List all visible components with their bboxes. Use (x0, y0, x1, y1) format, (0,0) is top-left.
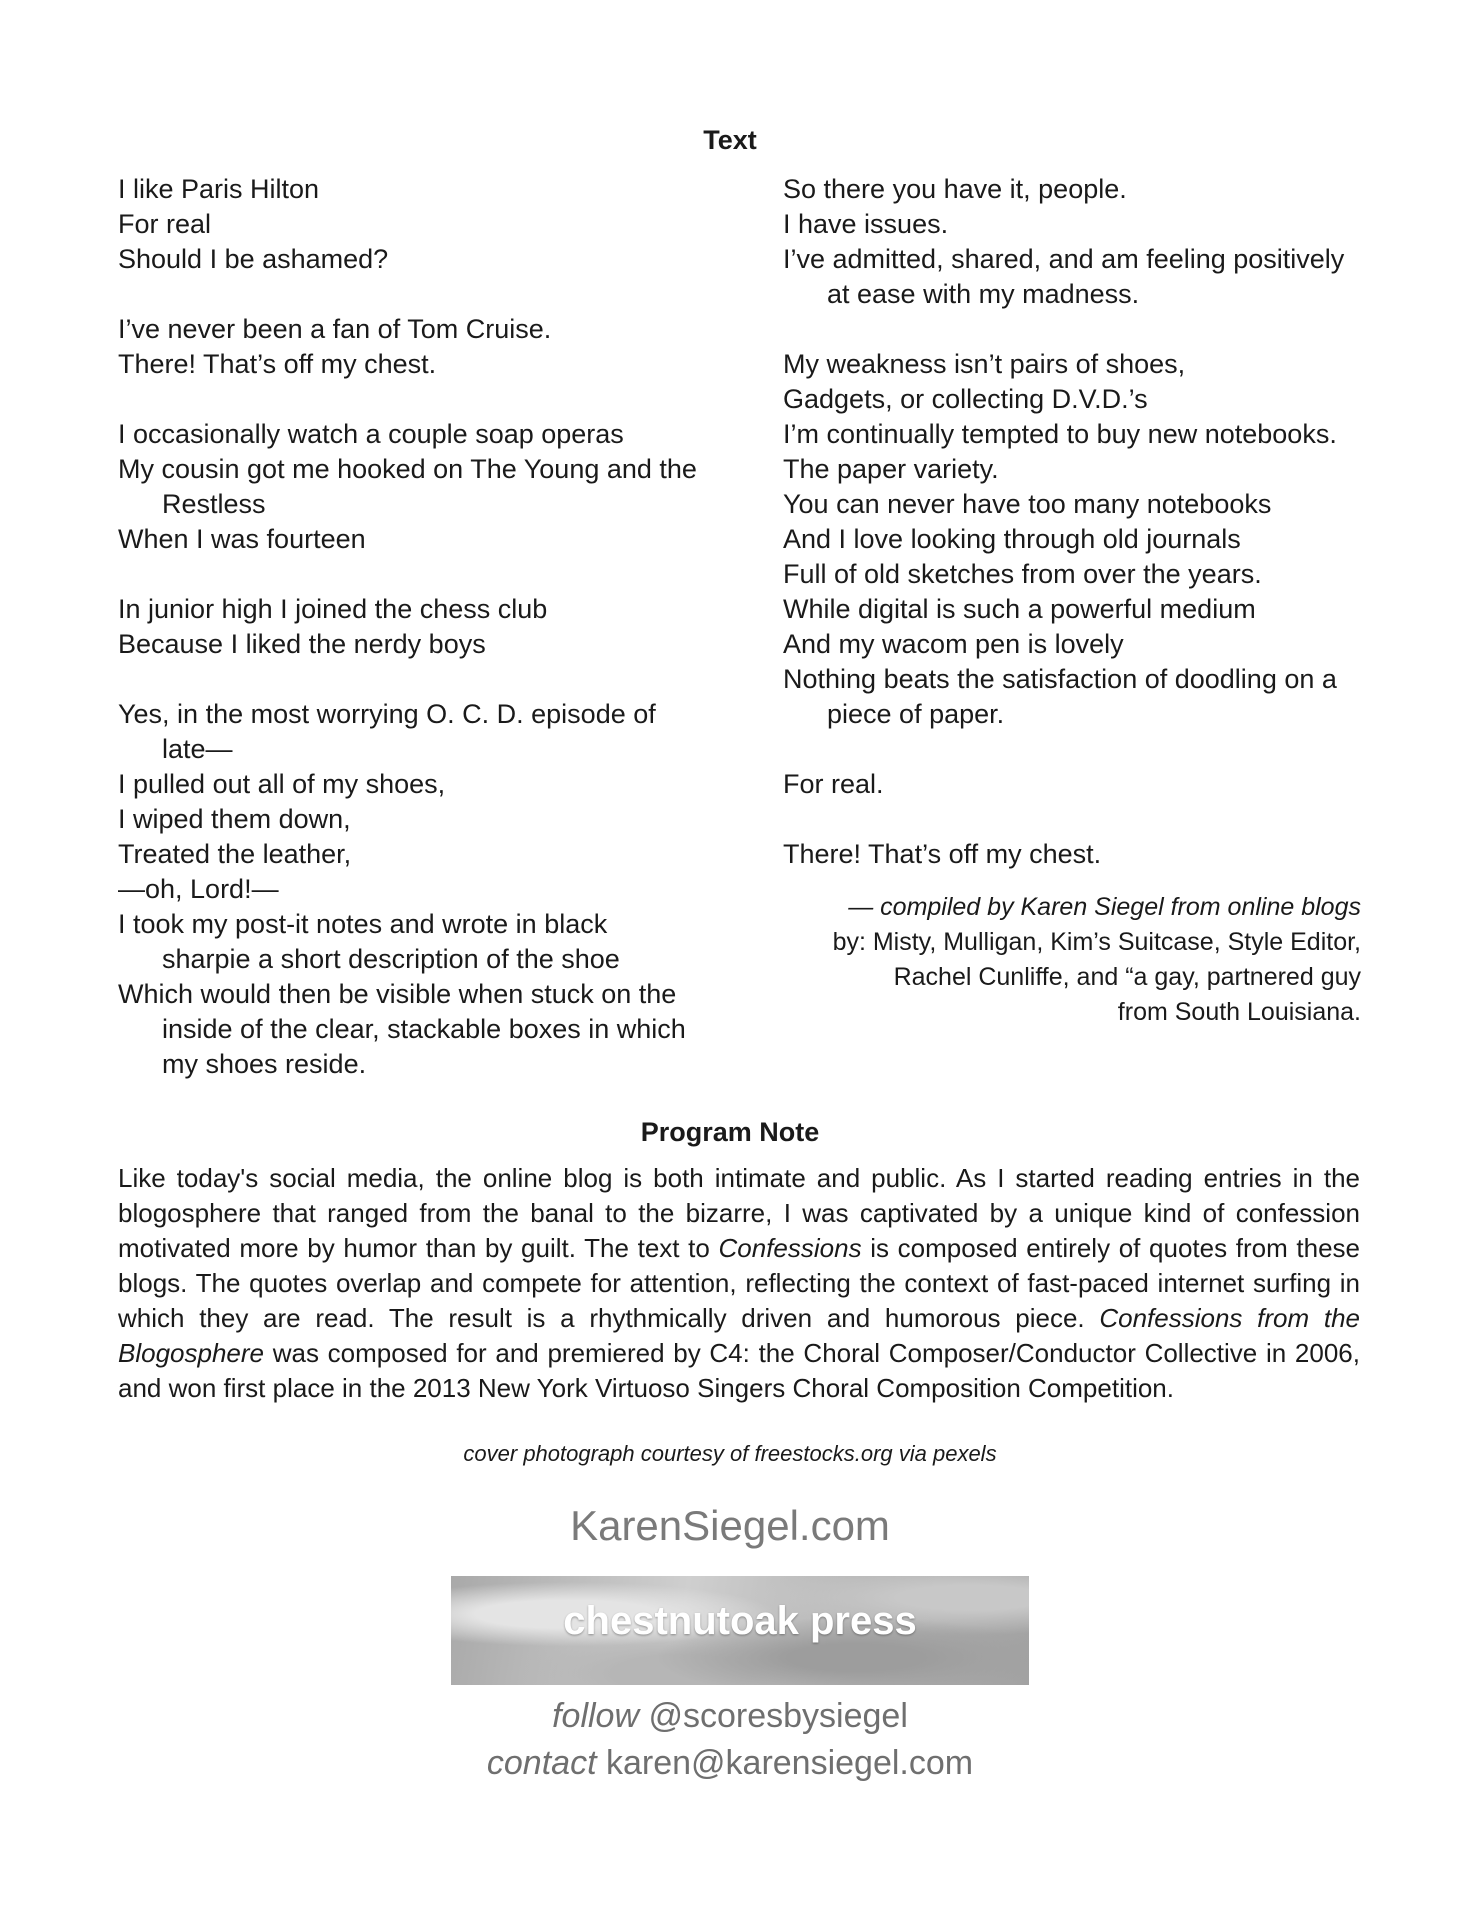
follow-line (0, 1697, 1460, 1736)
poem-line: Gadgets, or collecting D.V.D.’s (783, 384, 1148, 414)
poem-line: The paper variety. (783, 454, 999, 484)
work-title: Confessions (718, 1233, 862, 1263)
poem-line: I wiped them down, (118, 804, 351, 834)
poem-stanza (118, 312, 698, 382)
work-title: Confessions from the Blogosphere (118, 1303, 1360, 1368)
poem-line: There! That’s off my chest. (783, 839, 1102, 869)
photo-credit: cover photograph courtesy of freestocks.org via pexels (463, 1441, 997, 1466)
poem-line: —oh, Lord!— (118, 874, 279, 904)
poem-line: Treated the leather, (118, 839, 352, 869)
poem-line: In junior high I joined the chess club (118, 594, 548, 624)
program-note-part: is composed entirely of quotes from these blogs. The quotes overlap and compete for attention, reflecting the context of fast-paced internet surfing in which they are read. The result is a rhythmically driven and humorous piece. (118, 1233, 1361, 1333)
poem-right-column (783, 172, 1363, 1030)
attribution-line: Rachel Cunliffe, and “a gay, partnered guy (893, 963, 1361, 991)
poem-stanza (783, 347, 1363, 732)
poem-line: Nothing beats the satisfaction of doodling on a piece of paper. (783, 664, 1337, 729)
poem-line: I’ve never been a fan of Tom Cruise. (118, 314, 552, 344)
poem-line: When I was fourteen (118, 524, 366, 554)
poem-line: While digital is such a powerful medium (783, 594, 1256, 624)
poem-line: And I love looking through old journals (783, 524, 1241, 554)
poem-left-column (118, 172, 698, 1117)
program-note-text (118, 1161, 1360, 1406)
poem-stanza (118, 592, 698, 662)
poem-line: You can never have too many notebooks (783, 489, 1272, 519)
poem-line: I’ve admitted, shared, and am feeling positively at ease with my madness. (783, 244, 1345, 309)
poem-line: So there you have it, people. (783, 174, 1127, 204)
program-note-part: Like today's social media, the online blog is both intimate and public. As I started reading entries in the blogosphere that ranged from the banal to the bizarre, I was captivated by a unique kind of confession motivated more by humor than by guilt. The text to (118, 1163, 1360, 1263)
poem-line: For real. (783, 769, 884, 799)
poem-stanza (118, 697, 698, 1082)
program-note-heading: Program Note (640, 1117, 820, 1147)
program-note-part: was composed for and premiered by C4: the Choral Composer/Conductor Collective in 2006, and won first place in the 2013 New York Virtuoso Singers Choral Composition Competition. (118, 1338, 1360, 1403)
poem-line: Which would then be visible when stuck on the inside of the clear, stackable boxes in which my shoes reside. (118, 979, 686, 1079)
follow-label: follow (552, 1697, 640, 1735)
attribution (783, 890, 1363, 1030)
poem-stanza (118, 417, 698, 557)
poem-stanza (118, 172, 698, 277)
email-link[interactable]: karen@karensiegel.com (605, 1744, 974, 1782)
poem-line: I occasionally watch a couple soap operas (118, 419, 624, 449)
right-stanzas (783, 172, 1363, 872)
poem-line: Should I be ashamed? (118, 244, 389, 274)
poem-line: I took my post-it notes and wrote in black sharpie a short description of the shoe (118, 909, 620, 974)
poem-stanza (783, 767, 1363, 802)
contact-line (0, 1744, 1460, 1783)
poem-stanza (783, 172, 1363, 312)
poem-line: I have issues. (783, 209, 949, 239)
social-handle-link[interactable]: @scoresbysiegel (648, 1697, 908, 1735)
poem-line: For real (118, 209, 212, 239)
poem-line: Because I liked the nerdy boys (118, 629, 486, 659)
attribution-line: by: Misty, Mulligan, Kim’s Suitcase, Style Editor, (832, 928, 1361, 956)
poem-line: Yes, in the most worrying O. C. D. episode of late— (118, 699, 656, 764)
poem-line: My cousin got me hooked on The Young and the Restless (118, 454, 697, 519)
poem-line: There! That’s off my chest. (118, 349, 437, 379)
poem-line: I’m continually tempted to buy new notebooks. (783, 419, 1337, 449)
poem-line: And my wacom pen is lovely (783, 629, 1124, 659)
poem-stanza (783, 837, 1363, 872)
poem-line: I like Paris Hilton (118, 174, 320, 204)
poem-line: Full of old sketches from over the years. (783, 559, 1262, 589)
attribution-line: — compiled by Karen Siegel from online blogs (848, 893, 1361, 921)
poem-line: My weakness isn’t pairs of shoes, (783, 349, 1186, 379)
attribution-line: from South Louisiana. (1117, 998, 1361, 1026)
poem-line: I pulled out all of my shoes, (118, 769, 446, 799)
contact-label: contact (486, 1744, 597, 1782)
website-link[interactable]: KarenSiegel.com (570, 1502, 890, 1549)
publisher-name: chestnutoak press (563, 1598, 917, 1643)
publisher-logo-banner (451, 1576, 1029, 1685)
text-heading: Text (703, 125, 757, 155)
